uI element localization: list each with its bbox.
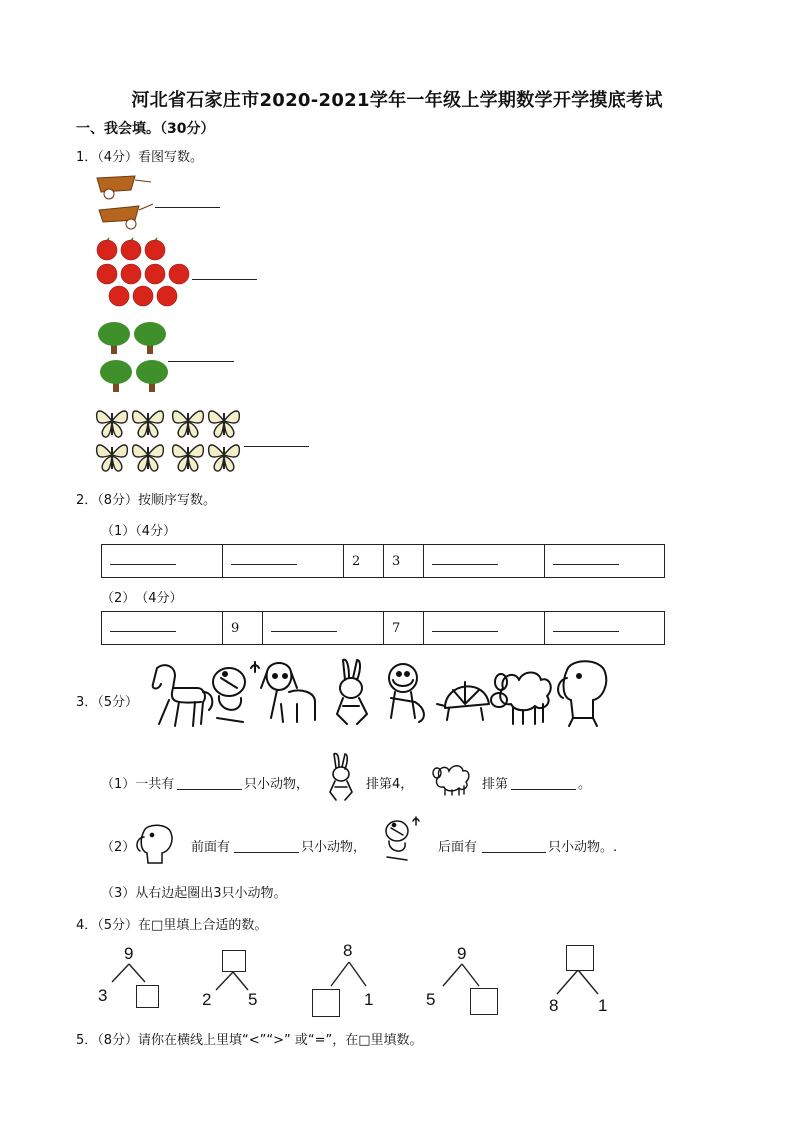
q3-line1-e: 。 <box>578 777 592 792</box>
q4-prompt: 4．（5分）在□里填上合适的数。 <box>76 918 268 933</box>
q3-line1-b: 只小动物， <box>244 777 310 792</box>
bond4-left: 5 <box>426 990 436 1009</box>
seq1-cell-4: 3 <box>384 545 424 578</box>
seq2-cell-4: 7 <box>384 612 424 645</box>
bond2-left: 2 <box>202 990 212 1009</box>
q3-line2-d: 后面有 <box>438 840 478 855</box>
bond1-left: 3 <box>98 986 108 1005</box>
q3-line2-a: （2） <box>101 840 136 855</box>
q3-line2-e: 只小动物。. <box>548 840 618 855</box>
bond2-top-box[interactable] <box>222 950 246 972</box>
q2-prompt: 2．（8分）按顺序写数。 <box>76 493 217 508</box>
bond4-top: 9 <box>457 944 467 963</box>
q3-line1-a: （1）一共有 <box>101 777 175 792</box>
bond5-left: 8 <box>549 996 559 1015</box>
bond1-right-box[interactable] <box>136 985 159 1008</box>
section-heading: 一、我会填。（30分） <box>76 121 215 137</box>
bond5-right: 1 <box>598 996 608 1015</box>
bond1-top: 9 <box>124 944 134 963</box>
q3-line2-c: 只小动物， <box>301 840 367 855</box>
bond3-right: 1 <box>364 990 374 1009</box>
q1-prompt: 1．（4分）看图写数。 <box>76 150 204 165</box>
q3-line1-c: 排第4， <box>366 777 414 792</box>
q3-line1-d: 排第 <box>482 777 509 792</box>
bond4-right-box[interactable] <box>470 988 498 1015</box>
page-title: 河北省石家庄市2020-2021学年一年级上学期数学开学摸底考试 <box>131 90 663 111</box>
q5-prompt: 5．（8分）请你在横线上里填“<”“>” 或“=”，在□里填数。 <box>76 1033 423 1048</box>
q3-prompt: 3．（5分） <box>76 695 139 710</box>
q3-line2-b: 前面有 <box>191 840 231 855</box>
bond3-top: 8 <box>343 941 353 960</box>
seq1-cell-3: 2 <box>344 545 384 578</box>
q2-sub1: （1）（4分） <box>101 524 177 539</box>
bond5-top-box[interactable] <box>566 945 594 971</box>
q2-sub2: （2） （4分） <box>101 591 183 606</box>
seq2-cell-2: 9 <box>223 612 263 645</box>
q3-line3: （3）从右边起圈出3只小动物。 <box>101 886 287 901</box>
bond2-right: 5 <box>248 990 258 1009</box>
bond3-left-box[interactable] <box>312 989 340 1017</box>
